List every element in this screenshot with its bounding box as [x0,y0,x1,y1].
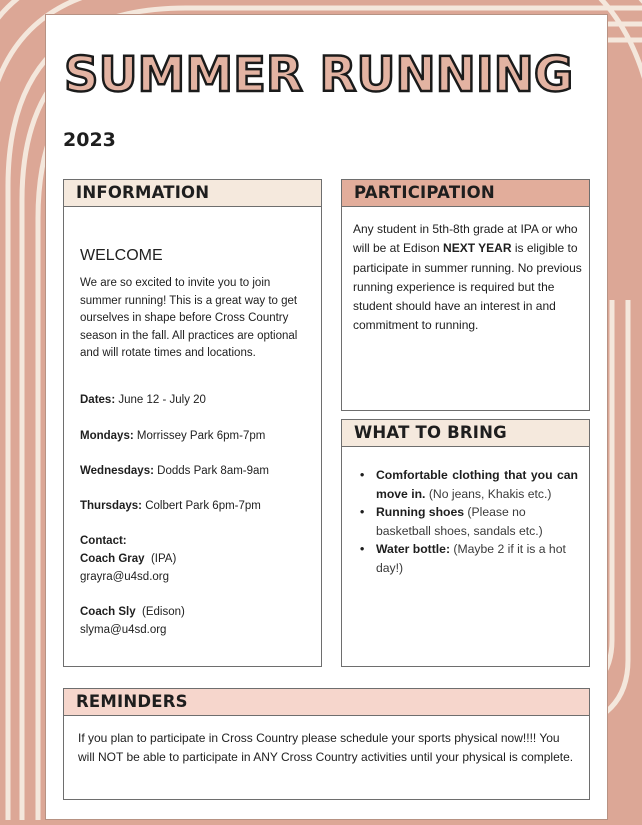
bring-item-wrap [376,466,578,503]
schedule-day: Thursdays: [80,500,142,512]
welcome-heading: WELCOME [80,247,163,264]
flyer-title: SUMMER RUNNING [64,47,574,103]
bring-item-note: (Maybe 2 if it is a hot day!) [376,542,566,575]
what-to-bring-heading: WHAT TO BRING [341,419,590,447]
list-item [360,466,578,503]
reminders-box [63,714,590,800]
schedule-detail: Morrissey Park 6pm-7pm [136,430,266,442]
flyer-page [45,14,608,820]
participation-text-bold: NEXT YEAR [443,241,512,256]
coach-sly-email[interactable]: slyma@u4sd.org [80,624,167,636]
bring-item-bold: Comfortable clothing that you can move in. [376,468,578,501]
schedule-monday [80,430,265,442]
schedule-detail: Colbert Park 6pm-7pm [145,500,261,512]
participation-box [341,205,590,411]
dates-label: Dates: [80,394,116,406]
coach-gray-line [80,553,176,565]
bring-item-bold: Water bottle: [376,542,451,556]
list-item [360,503,578,540]
coach-school: (Edison) [142,606,185,618]
participation-heading: PARTICIPATION [341,179,590,207]
coach-school: (IPA) [150,553,177,565]
flyer-year: 2023 [63,129,116,151]
bring-item-bold: Running shoes [376,505,465,519]
dates-value: June 12 - July 20 [118,394,206,406]
participation-text-a: Any student in 5th-8th grade at IPA or who will be at Edison [353,222,578,256]
coach-gray-email[interactable]: grayra@u4sd.org [80,571,170,583]
coach-name: Coach Sly [80,606,136,618]
bring-item-note: (Please no basketball shoes, sandals etc.) [376,505,543,538]
intro-text: We are so excited to invite you to join summer running! This is a great way to get ourselves in shape before Cross Country season in the fall. All practices are optional and will rotate times and locations. [80,277,298,359]
bring-list [360,466,578,577]
participation-text-b: is eligible to participate in summer running. No previous running experience is required but the student should have an interest in and commitment to running. [353,241,582,333]
coach-name: Coach Gray [80,553,145,565]
schedule-day: Mondays: [80,430,134,442]
reminders-text: If you plan to participate in Cross Country please schedule your sports physical now!!!! You will NOT be able to participate in ANY Cross Country activities until your physical is complete. [78,731,574,764]
dates-line [80,394,206,406]
list-item [360,540,578,577]
bring-item-note: (No jeans, Khakis etc.) [425,486,552,501]
schedule-detail: Dodds Park 8am-9am [157,465,269,477]
schedule-day: Wednesdays: [80,465,154,477]
information-box [63,205,322,667]
contact-label-text: Contact: [80,535,127,547]
participation-text [353,220,585,336]
what-to-bring-box [341,445,590,667]
contact-label [80,535,127,547]
schedule-wednesday [80,465,269,477]
reminders-heading: REMINDERS [63,688,590,716]
information-heading: INFORMATION [63,179,322,207]
schedule-thursday [80,500,261,512]
coach-sly-line [80,606,185,618]
